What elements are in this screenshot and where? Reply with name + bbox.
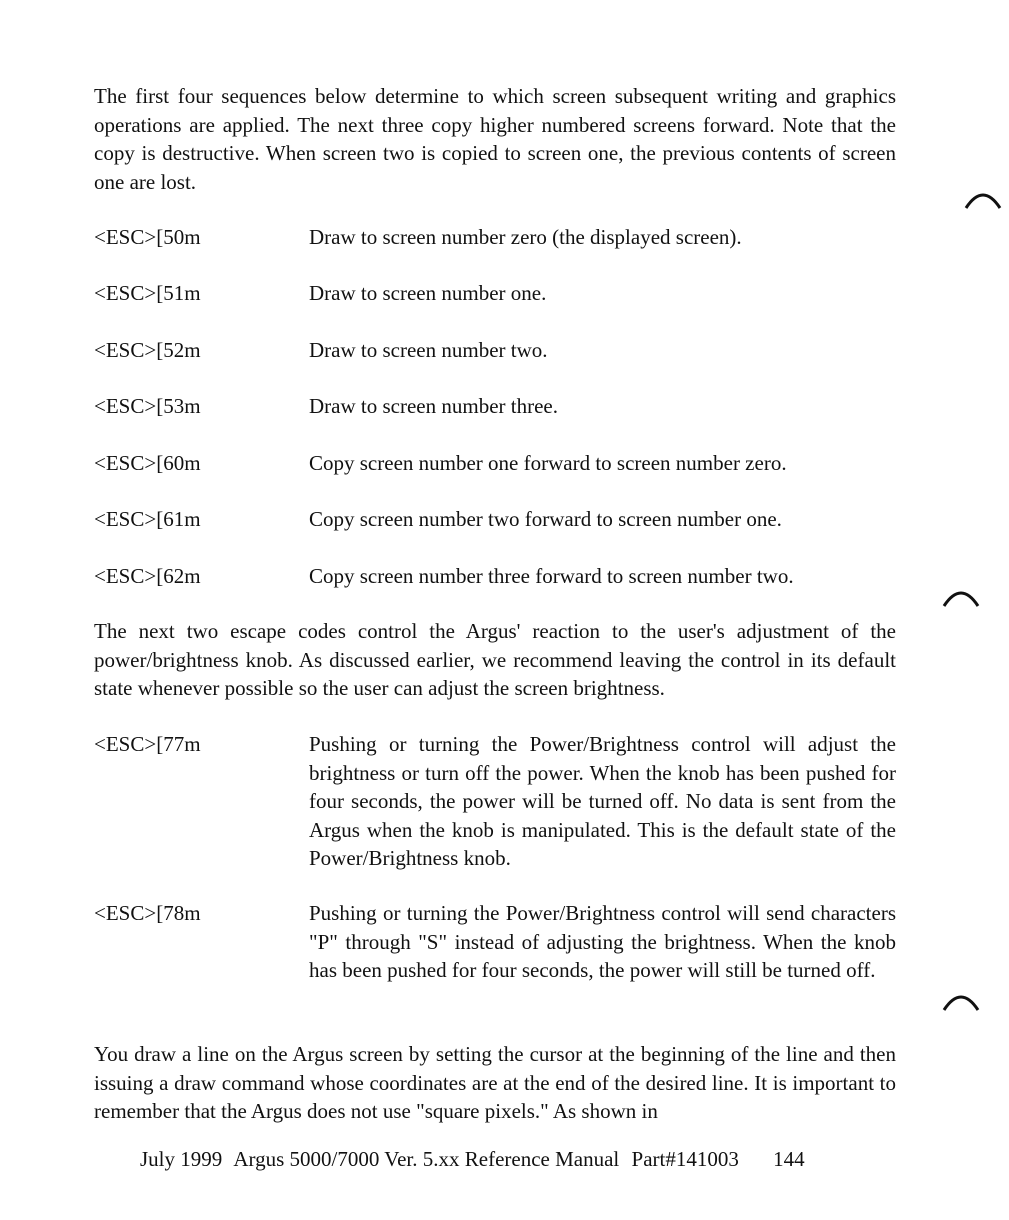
margin-arc-icon (941, 990, 981, 1014)
line-paragraph: You draw a line on the Argus screen by setting the cursor at the beginning of the line and then issuing a draw command whose coordinates are at the end of the desired line. It is important to remember that the Argus does not use "square pixels." As shown in (94, 1042, 896, 1123)
margin-arc-icon (941, 586, 981, 610)
command-description: Draw to screen number two. (309, 338, 548, 362)
knob-paragraph: The next two escape codes control the Argus' reaction to the user's adjustment of the power/brightness knob. As discussed earlier, we recommend leaving the control in its default state whenever possible so the user can adjust the screen brightness. (94, 619, 896, 700)
command-description: Copy screen number three forward to screen number two. (309, 564, 794, 588)
footer-date: July 1999 (140, 1147, 223, 1171)
command-description: Draw to screen number one. (309, 281, 547, 305)
command-code: <ESC>[78m (94, 901, 201, 925)
command-description: Pushing or turning the Power/Brightness control will adjust the brightness or turn off the power. When the knob has been pushed for four seconds, the power will be turned off. No data is sent from the Argus when the knob is manipulated. This is the default state of the Power/Brightness knob. (309, 732, 896, 870)
command-description: Draw to screen number zero (the displayed screen). (309, 225, 742, 249)
command-code: <ESC>[53m (94, 394, 201, 418)
command-code: <ESC>[61m (94, 507, 201, 531)
page-footer (140, 1145, 900, 1173)
command-description: Copy screen number one forward to screen number zero. (309, 451, 787, 475)
command-description: Pushing or turning the Power/Brightness control will send characters "P" through "S" instead of adjusting the brightness. When the knob has been pushed for four seconds, the power will still be turned off. (309, 901, 896, 982)
footer-part-number: Part#141003 (631, 1147, 739, 1171)
command-code: <ESC>[62m (94, 564, 201, 588)
footer-product: Argus 5000/7000 Ver. 5.xx Reference Manual (233, 1147, 620, 1171)
command-description: Copy screen number two forward to screen number one. (309, 507, 782, 531)
command-code: <ESC>[52m (94, 338, 201, 362)
command-code: <ESC>[60m (94, 451, 201, 475)
intro-paragraph: The first four sequences below determine to which screen subsequent writing and graphics operations are applied. The next three copy higher numbered screens forward. Note that the copy is destructive. When screen two is copied to screen one, the previous contents of screen one are lost. (94, 84, 896, 194)
command-code: <ESC>[77m (94, 732, 201, 756)
margin-arc-icon (963, 188, 1003, 212)
page-number: 144 (773, 1147, 805, 1171)
command-code: <ESC>[51m (94, 281, 201, 305)
command-code: <ESC>[50m (94, 225, 201, 249)
command-description: Draw to screen number three. (309, 394, 558, 418)
